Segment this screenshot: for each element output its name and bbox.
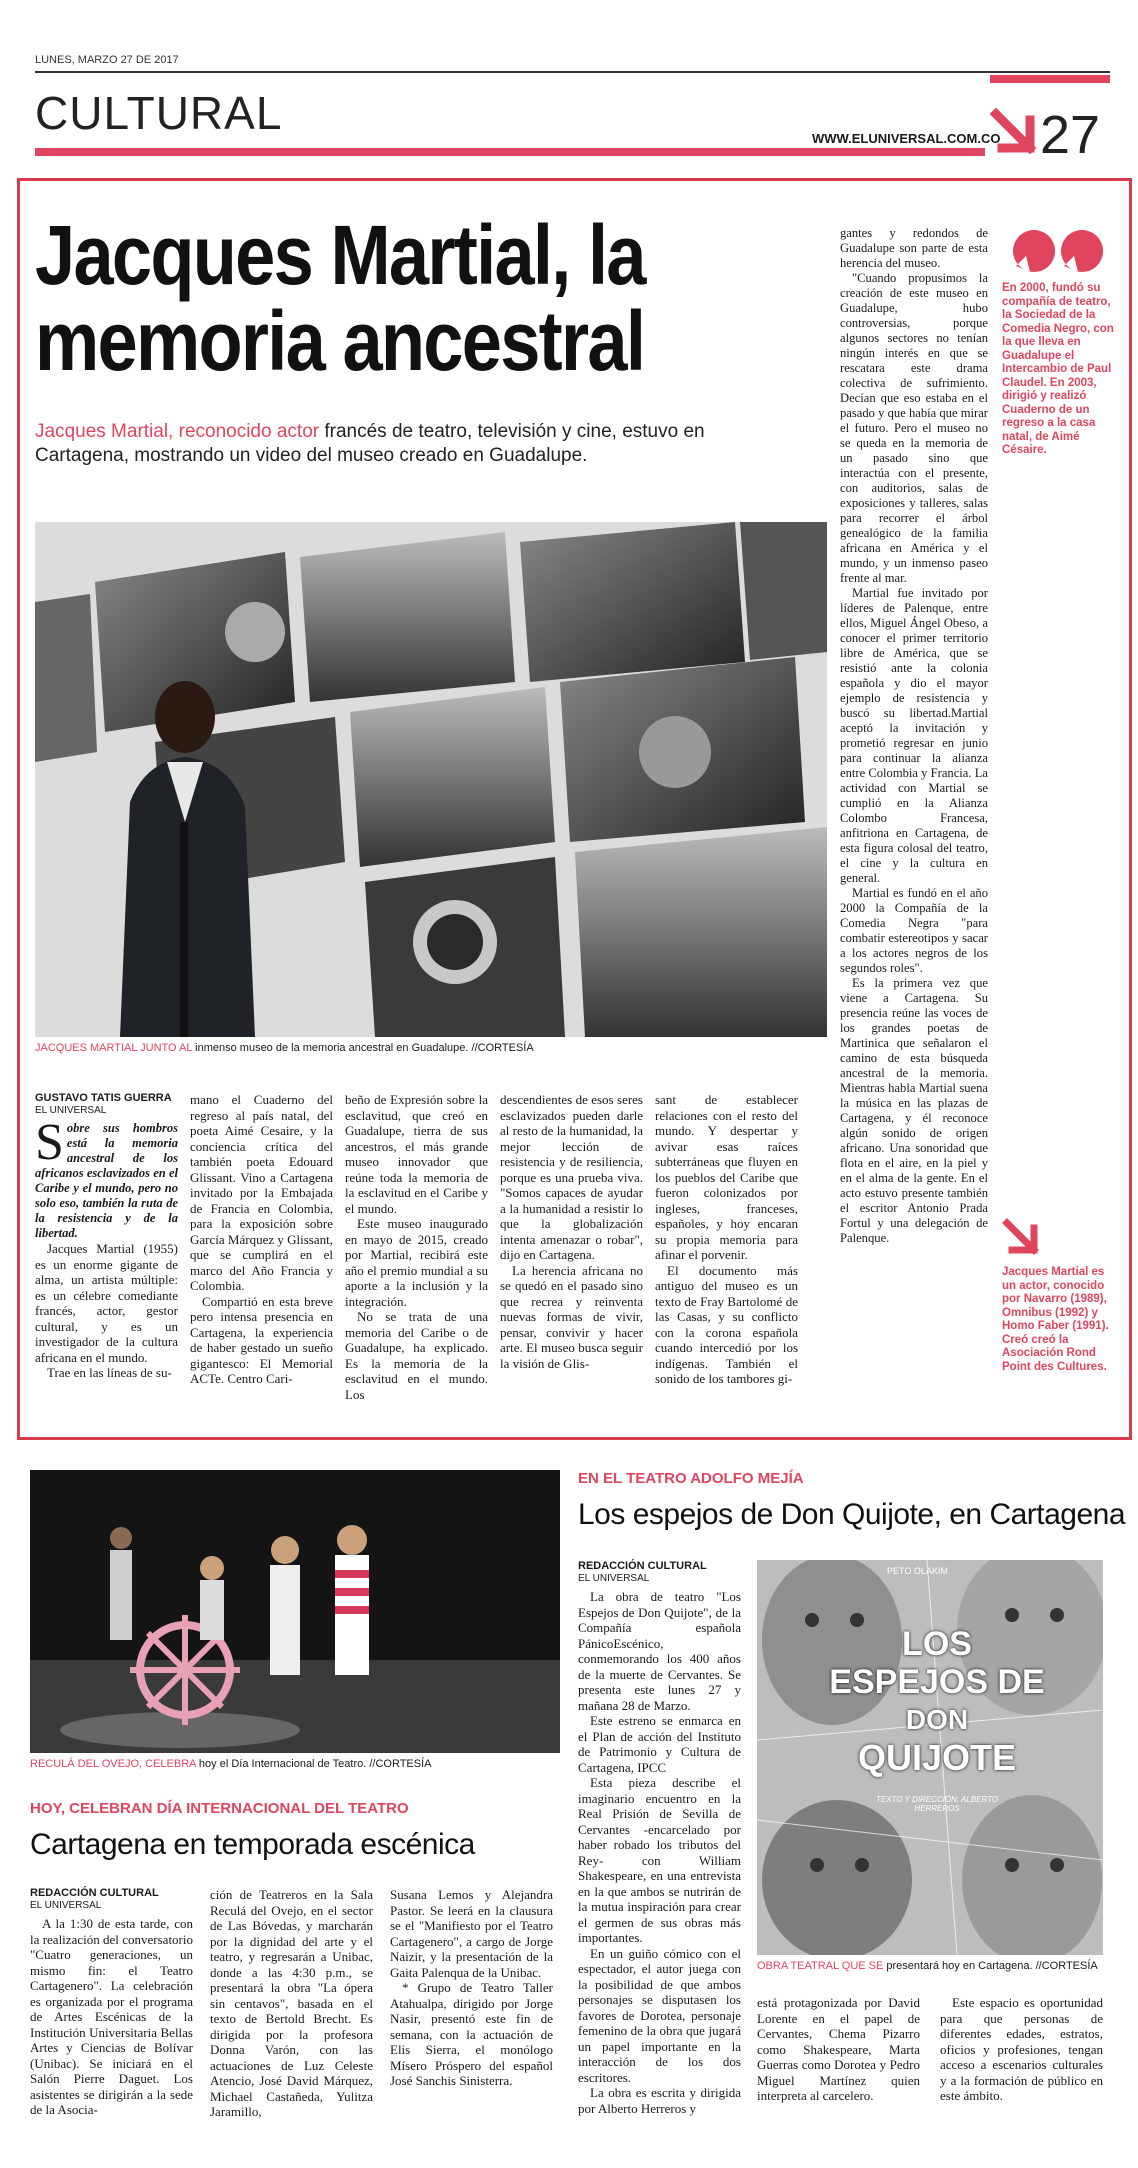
header-rule-top — [35, 71, 1110, 73]
story3-caption — [757, 1960, 1103, 1972]
story3-col3-text: Este espacio es oportunidad para que personas de diferentes edades, estratos, oficios y profesiones, tengan acceso a escenarios culturales y a la formación de público en este ámbito. — [940, 1995, 1103, 2103]
poster-title-1: LOS — [902, 1625, 972, 1663]
poster-title-2: ESPEJOS DE — [829, 1663, 1045, 1701]
sidebar-arrow-icon — [1002, 1218, 1042, 1258]
main-caption-highlight: JACQUES MARTIAL JUNTO AL — [35, 1042, 193, 1054]
story2-col3-p1: Susana Lemos y Alejandra Pastor. Se leerá en la clausura se el "Manifiesto por el Teatro Cartagenero", a cargo de Jorge Naizir, y la presentación de la Gaita Palenqua de la Unibac. — [390, 1887, 553, 1980]
poster-title-3: DON — [905, 1704, 969, 1735]
story3-author: REDACCIÓN CULTURAL — [578, 1560, 707, 1572]
main-col3-p1: beño de Expresión sobre la esclavitud, que creó en Guadalupe, tierra de sus ancestros, el más grande museo innovador que reúne toda la memoria de la esclavitud en el Caribe y el mundo. — [345, 1092, 488, 1216]
story3-headline: Los espejos de Don Quijote, en Cartagena — [578, 1498, 1126, 1531]
headline — [35, 208, 645, 388]
story3-caption-highlight: OBRA TEATRAL QUE SE — [757, 1960, 884, 1972]
section-title: CULTURAL — [35, 87, 283, 139]
story2-author: REDACCIÓN CULTURAL — [30, 1887, 159, 1899]
header-date: LUNES, MARZO 27 DE 2017 — [35, 54, 179, 66]
deck — [35, 420, 785, 468]
story3-col1-p3: Esta pieza describe el imaginario encuentro en la Real Prisión de Sevilla de Cervantes -encarcelado por haber robado los tributos del Rey- con William Shakespeare, en una entrevista en la que ambos se nutrirán de la mutua inspiración para crear el germen de sus obras más importantes. — [578, 1775, 741, 1945]
main-col1-p2: Trae en las líneas de su- — [47, 1365, 172, 1380]
header-rule-pink — [35, 148, 985, 156]
main-col5 — [655, 1092, 798, 1387]
main-col1-p1: Jacques Martial (1955) es un enorme gigante de alma, un artista múltiple: es un célebre comediante francés, actor, gestor cultural, y es un investigador de la cultura africana en el mundo. — [35, 1241, 178, 1365]
page-number: 27 — [1040, 105, 1101, 165]
story2-col2 — [210, 1887, 373, 2120]
main-col5-p2: El documento más antiguo del museo es un texto de Fray Bartolomé de las Casas, y su conflicto con la corona española cuando intercedió por los indígenas. También el sonido de los tambores gi- — [655, 1262, 798, 1386]
story3-col1-p1: La obra de teatro "Los Espejos de Don Quijote", de la Compañía española PánicoEscénico, conmemorando los 400 años de la muerte de Cervantes. Se presenta este lunes 27 y mañana 28 de Marzo. — [578, 1589, 741, 1713]
story3-outlet: EL UNIVERSAL — [578, 1573, 650, 1584]
main-col4-p2: La herencia africana no se quedó en el pasado sino que recrea y reinventa nuevas formas de vivir, pensar, convivir y hacer arte. El museo busca seguir la visión de Glis- — [500, 1262, 643, 1371]
story2-photo — [30, 1470, 560, 1753]
headline-line1: Jacques Martial, la — [35, 208, 645, 302]
sidebar-quote-2: Jacques Martial es un actor, conocido por Navarro (1989), Omnibus (1992) y Homo Faber (1991). Creó creó la Asociación Rond Point des Cultures. — [1002, 1266, 1109, 1373]
quote-marks-icon — [1012, 226, 1112, 276]
main-col3 — [345, 1092, 488, 1402]
main-col6-p4: Martial es fundó en el año 2000 la Compañía de la Comedia Negra "para combatir estereotipos y sacar a los actores negros de los segundos roles". — [840, 886, 988, 975]
deck-highlight: Jacques Martial, reconocido actor — [35, 421, 320, 442]
story2-col2-text: ción de Teatreros en la Sala Reculá del Ovejo, en el sector de Las Bóvedas, y marcharán por la dignidad del arte y el teatro, y regresarán a Unibac, donde a las 4:30 p.m., se presentará la obra "La ópera sin centavos", basada en el texto de Bertold Brecht. Es dirigida por la profesora Donna Varón, con las actuaciones de Luz Celeste Atencio, José David Márquez, Michael Castañeda, Yulitza Jaramillo, — [210, 1887, 373, 2119]
main-col6-p1: gantes y redondos de Guadalupe son parte de esta herencia del museo. — [840, 226, 988, 270]
story3-col1-p2: Este estreno se enmarca en el Plan de acción del Instituto de Patrimonio y Cultura de Cartagena, IPCC — [578, 1713, 741, 1775]
story2-outlet: EL UNIVERSAL — [30, 1900, 102, 1911]
main-col3-p2: Este museo inaugurado en mayo de 2015, creado por Martial, recibirá este año el premio mundial a su aporte a la inclusión y la integración. — [345, 1216, 488, 1309]
story3-col2 — [757, 1995, 920, 2104]
main-col2 — [190, 1092, 333, 1387]
main-caption-text: inmenso museo de la memoria ancestral en Guadalupe. //CORTESÍA — [192, 1042, 534, 1054]
story2-col1 — [30, 1887, 193, 2118]
story3-kicker: EN EL TEATRO ADOLFO MEJÍA — [578, 1470, 804, 1487]
headline-line2: memoria ancestral — [35, 294, 645, 388]
main-col2-p1: mano el Cuaderno del regreso al país natal, del poeta Aimé Cesaire, y la conciencia crítica del también poeta Edouard Glissant. Vino a Cartagena invitado por la Embajada de Francia en Colombia, para la exposición sobre García Márquez y Glissant, que se cumplirá en el marco del Año Francia y Colombia. — [190, 1092, 333, 1293]
main-col5-p1: sant de establecer relaciones con el resto del mundo. Y despertar y avivar esas raíces subterráneas que fluyen en los pueblos del Caribe que fueron colonizados por ingleses, franceses, españoles, y hoy encaran su propia memoria para afinar el porvenir. — [655, 1092, 798, 1262]
story2-col3-p2: * Grupo de Teatro Taller Atahualpa, dirigido por Jorge Nasir, presentó este fin de semana, con la actuación de Elis Sierra, el monólogo Mísero Próspero del español José Sanchis Sinisterra. — [390, 1980, 553, 2088]
drop-cap: S — [35, 1114, 64, 1171]
website: WWW.ELUNIVERSAL.COM.CO — [812, 131, 1001, 146]
main-col3-p3: No se trata de una memoria del Caribe o de Guadalupe, ha explicado. Es la memoria de la esclavitud en el mundo. Los — [345, 1309, 488, 1402]
main-col6 — [840, 226, 988, 1246]
main-col1 — [35, 1092, 178, 1381]
main-photo-caption — [35, 1042, 827, 1054]
arrow-icon — [990, 108, 1040, 158]
poster-title-4: QUIJOTE — [857, 1737, 1017, 1778]
main-col4 — [500, 1092, 643, 1371]
header-pink-strip — [990, 75, 1110, 83]
main-photo — [35, 522, 827, 1037]
main-author: GUSTAVO TATIS GUERRA — [35, 1092, 172, 1104]
story2-headline: Cartagena en temporada escénica — [30, 1828, 475, 1861]
story2-kicker: HOY, CELEBRAN DÍA INTERNACIONAL DEL TEATRO — [30, 1800, 409, 1817]
main-outlet: EL UNIVERSAL — [35, 1105, 107, 1116]
poster-credit: TEXTO Y DIRECCIÓN: ALBERTO HERREROS — [875, 1795, 999, 1813]
main-col6-p2: "Cuando propusimos la creación de este museo en Guadalupe, hubo controversias, porque algunos sectores no tenían ningún interés en que se rescatara este drama colectiva de sufrimiento. Decían que eso estaba en el pasado y que había que mirar el futuro. Pero el museo no se queda en la memoria de un pasado sino que interactúa con el presente, con auditorios, salas de exposiciones y talleres, salas para recorrer el árbol genealógico de la familia africana en América y el mundo, y un inmenso paseo frente al mar. — [840, 271, 988, 585]
story3-col1-p5: La obra es escrita y dirigida por Alberto Herreros y — [578, 2085, 741, 2116]
poster-company: PETO OLAKIM — [887, 1566, 948, 1576]
poster-title — [827, 1625, 1047, 1777]
main-lede — [35, 1114, 178, 1241]
story2-caption — [30, 1758, 560, 1770]
story3-col2-text: está protagonizada por David Lorente en el papel de Cervantes, Chema Pizarro como Shakespeare, Marta Guerras como Dorotea y Pedro Miguel Martínez quien interpreta al carcelero. — [757, 1995, 920, 2103]
main-col6-p3: Martial fue invitado por líderes de Palenque, entre ellos, Miguel Ángel Obeso, a conocer el primer territorio libre de América, que se resistió ante la colonia española y dio el mayor ejemplo de resistencia y buscó su libertad.Martial aceptó la invitación y prometió regresar en junio para continuar la alianza entre Colombia y Francia. La actividad con Martial se cumplió en la Alianza Colombo Francesa, anfitriona en Cartagena, de esta figura colosal del teatro, el cine y la cultura en general. — [840, 586, 988, 885]
story3-col1-p4: En un guiño cómico con el espectador, el autor juega con la posibilidad de que ambos personajes se disputasen los favores de Dorotea, personaje femenino de la obra que jugará un papel importante en la interacción de los dos escritores. — [578, 1945, 741, 2085]
main-col6-p5: Es la primera vez que viene a Cartagena. Su presencia reúne las voces de los grandes poetas de Martinica que señalaron el camino de esta búsqueda ancestral de la memoria. Mientras habla Martial suena la música en las plazas de Cartagena, y él reconoce algún sonido de origen africano. Una sonoridad que flota en el aire, en la piel y en el alma de la gente. En el acto estuvo presente también el escritor Antonio Prada Fortul y una delegación de Palenque. — [840, 976, 988, 1245]
deck-text: francés de teatro, televisión y cine, estuvo en Cartagena, mostrando un video del museo creado en Guadalupe. — [35, 421, 705, 466]
main-col4-p1: descendientes de esos seres esclavizados pueden darle al resto de la humanidad, la mejor lección de resistencia y de resiliencia, porque es una prueba viva. "Somos capaces de ayudar a la humanidad a resistir lo que la globalización intenta amenazar o robar", dijo en Cartagena. — [500, 1092, 643, 1262]
story3-caption-text: presentará hoy en Cartagena. //CORTESÍA — [883, 1960, 1098, 1972]
story3-col1 — [578, 1560, 741, 2116]
lede-text: obre sus hombros está la memoria ancestral de los africanos esclavizados en el Caribe y el mundo, pero no solo eso, también la ruta de la resistencia y de la libertad. — [35, 1121, 178, 1240]
story2-col3 — [390, 1887, 553, 2089]
story2-caption-highlight: RECULÁ DEL OVEJO, CELEBRA — [30, 1758, 196, 1770]
sidebar-quote-1: En 2000, fundó su compañía de teatro, la Sociedad de la Comedia Negro, con la que lleva en Guadalupe el Intercambio de Paul Claudel. En 2003, dirigió y realizó Cuaderno de un regreso a la casa natal, de Aimé Césaire. — [1002, 282, 1114, 456]
story3-col3 — [940, 1995, 1103, 2104]
story2-caption-text: hoy el Día Internacional de Teatro. //CORTESÍA — [195, 1758, 432, 1770]
main-col2-p2: Compartió en esta breve pero intensa presencia en Cartagena, la experiencia de haber gestado un sueño gigantesco: El Memorial ACTe. Centro Cari- — [190, 1293, 333, 1386]
story3-poster — [757, 1560, 1103, 1955]
story2-col1-text: A la 1:30 de esta tarde, con la realización del conversatorio "Cuatro generaciones, un mismo fin: el Teatro Cartagenero". La celebración es organizada por el programa de Artes Escénicas de la Institución Universitaria Bellas Artes y Ciencias de Bolívar (Unibac). Se iniciará en el Salón Pierre Daguet. Los asistentes se dirigirán a la sede de la Asocia- — [30, 1916, 193, 2117]
